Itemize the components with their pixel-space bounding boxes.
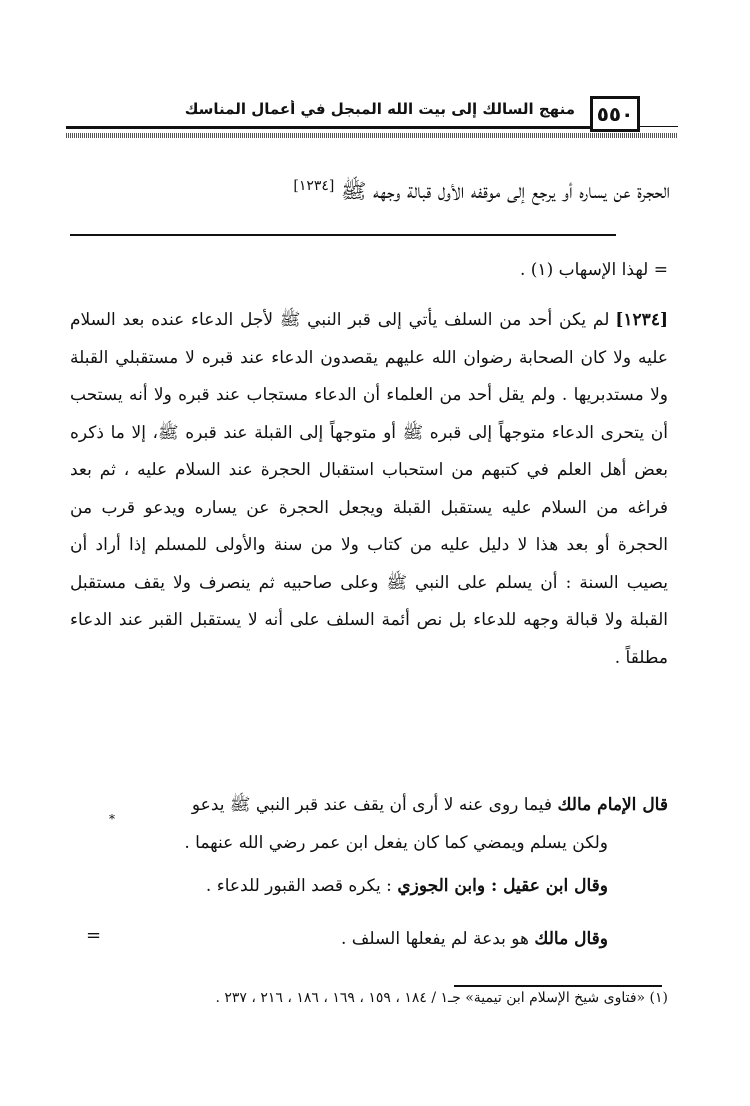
quote-speaker: قال الإمام مالك (557, 795, 668, 815)
marginal-rule (70, 234, 616, 236)
header-rule (66, 126, 590, 129)
marginal-note-text: الحجرة عن يساره أو يرجع إلى موقفه الأول قبالة وجهه ﷺ (341, 179, 670, 203)
quote-text: : يكره قصد القبور للدعاء . (205, 876, 392, 896)
marginal-note-ref: [١٢٣٤] (293, 178, 335, 194)
quote-speaker: وقال ابن عقيل : وابن الجوزي (397, 876, 608, 896)
page-number: ٥٥٠ (590, 96, 640, 132)
quote-ibn-aqil (70, 868, 668, 906)
note-1234 (70, 302, 668, 677)
note-text: لم يكن أحد من السلف يأتي إلى قبر النبي ﷺ لأجل الدعاء عنده بعد السلام عليه ولا كان الصحابة رضوان الله عليهم يقصدون الدعاء عند قبره لا مستقبلي القبلة ولا مستدبريها . ولم يقل أحد من العلماء أن الدعاء مستجاب عند قبره ولا أنه يستحب أن يتحرى الدعاء متوجهاً إلى قبره ﷺ أو متوجهاً إلى القبلة عند قبره ﷺ، إلا ما ذكره بعض أهل العلم في كتبهم من استحباب استقبال الحجرة عند السلام عليه ، ثم بعد فراغه من السلام عليه يستقبل القبلة ويجعل الحجرة عن يساره ويدعو قرب من الحجرة أو بعد هذا لا دليل عليه من كتاب ولا من سنة والأولى للمسلم إذا أراد أن يصيب السنة : أن يسلم على النبي ﷺ وعلى صاحبيه ثم ينصرف ولا يقف مستقبل القبلة ولا قبالة وجهه للدعاء بل نص أئمة السلف على أنه لا يستقبل القبر عند الدعاء مطلقاً . (70, 310, 668, 668)
book-title: منهج السالك إلى بيت الله المبجل في أعمال المناسك (184, 100, 575, 118)
quote-speaker: وقال مالك (534, 929, 608, 949)
note-number: [١٢٣٤] (615, 310, 668, 330)
quote-continuation: ولكن يسلم ويمضي كما كان يفعل ابن عمر رضي الله عنهما . (184, 832, 608, 853)
asterisk-mark: * (109, 812, 115, 826)
quote-malik (70, 787, 668, 862)
continuation-mark: = (86, 925, 102, 946)
footnote-rule (454, 985, 662, 987)
marginal-note (60, 178, 670, 209)
continuation-line: = لهذا الإسهاب (١) . (519, 260, 668, 280)
footnote: (١) «فتاوى شيخ الإسلام ابن تيمية» جـ١ / ١٨٤ ، ١٥٩ ، ١٦٩ ، ١٨٦ ، ٢١٦ ، ٢٣٧ . (215, 990, 668, 1006)
header-rule-right (640, 126, 678, 127)
quote-malik-bidah (70, 921, 668, 959)
quote-text: هو بدعة لم يفعلها السلف . (340, 929, 530, 949)
quote-text: فيما روى عنه لا أرى أن يقف عند قبر النبي ﷺ يدعو (191, 795, 553, 815)
header-dotted-rule (66, 133, 678, 138)
